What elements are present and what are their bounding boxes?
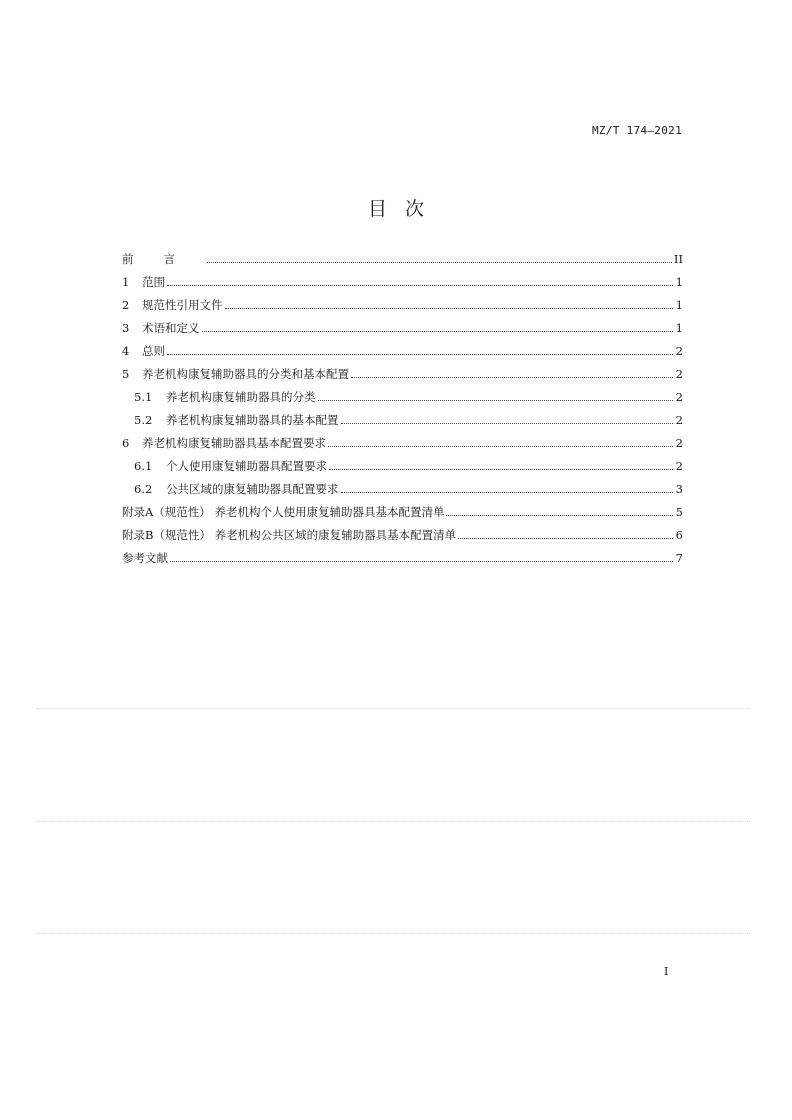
dot-leader (207, 262, 672, 263)
toc-entry-label: 养老机构康复辅助器具的分类 (166, 390, 316, 404)
page-title: 目次 (367, 198, 442, 220)
toc-entry[interactable] (122, 458, 683, 481)
dot-leader (170, 561, 673, 562)
toc-entry-number: 5.1 (134, 390, 153, 404)
dot-leader (341, 492, 674, 493)
toc-entry-label: 规范性引用文件 (142, 298, 223, 312)
dot-leader (351, 377, 673, 378)
toc-entry[interactable] (122, 389, 683, 412)
toc-entry-number: 6.1 (134, 459, 153, 473)
toc-entry[interactable] (122, 297, 683, 320)
toc-entry[interactable] (122, 412, 683, 435)
toc-entry-label: 养老机构康复辅助器具基本配置要求 (142, 436, 326, 450)
toc-entry[interactable] (122, 251, 683, 274)
toc-entry-number: 5.2 (134, 413, 153, 427)
toc-entry[interactable] (122, 527, 683, 550)
toc-entry-label: 养老机构康复辅助器具的分类和基本配置 (142, 367, 349, 381)
toc-entry-label: 公共区域的康复辅助器具配置要求 (166, 482, 339, 496)
toc-entry-page: 1 (675, 275, 683, 289)
toc-entry[interactable] (122, 366, 683, 389)
toc-entry-page: 2 (675, 459, 683, 473)
toc-entry-label: 前言 (122, 252, 205, 266)
toc-entry-number: 6 (122, 436, 130, 450)
dot-leader (329, 469, 673, 470)
dot-leader (225, 308, 674, 309)
toc-entry-page: 6 (675, 528, 683, 542)
toc-entry-number: 5 (122, 367, 130, 381)
toc-entry-label: 养老机构康复辅助器具的基本配置 (166, 413, 339, 427)
dot-leader (446, 515, 673, 516)
toc-entry-label: 总则 (142, 344, 165, 358)
toc-entry-page: 2 (675, 344, 683, 358)
dot-leader (167, 354, 673, 355)
toc-entry-page: 5 (675, 505, 683, 519)
toc-entry-label: 参考文献 (122, 551, 168, 565)
dot-leader (458, 538, 673, 539)
standard-code: MZ/T 174—2021 (592, 124, 682, 137)
toc-entry-page: 1 (675, 321, 683, 335)
divider (36, 933, 750, 934)
toc-entry[interactable] (122, 435, 683, 458)
toc-entry-page: 3 (675, 482, 683, 496)
toc-entry-page: 2 (675, 367, 683, 381)
toc-entry-label: 附录A（规范性） 养老机构个人使用康复辅助器具基本配置清单 (122, 505, 445, 519)
toc-entry[interactable] (122, 504, 683, 527)
toc-entry-page: 1 (675, 298, 683, 312)
dot-leader (341, 423, 674, 424)
toc-entry[interactable] (122, 343, 683, 366)
dot-leader (318, 400, 674, 401)
toc-entry-page: II (673, 252, 683, 266)
toc-entry[interactable] (122, 550, 683, 573)
toc-entry[interactable] (122, 320, 683, 343)
dot-leader (167, 285, 673, 286)
toc-entry-number: 2 (122, 298, 130, 312)
toc-entry-label: 个人使用康复辅助器具配置要求 (166, 459, 327, 473)
divider (36, 708, 750, 709)
dot-leader (202, 331, 674, 332)
toc-entry-label: 附录B（规范性） 养老机构公共区域的康复辅助器具基本配置清单 (122, 528, 457, 542)
toc-entry-page: 2 (675, 436, 683, 450)
toc-entry-number: 1 (122, 275, 130, 289)
toc-entry[interactable] (122, 481, 683, 504)
toc-entry-label: 术语和定义 (142, 321, 200, 335)
toc-entry-number: 4 (122, 344, 130, 358)
table-of-contents (122, 251, 683, 573)
toc-entry-label: 范围 (142, 275, 165, 289)
dot-leader (328, 446, 673, 447)
toc-entry-page: 2 (675, 390, 683, 404)
toc-entry-page: 2 (675, 413, 683, 427)
toc-entry-page: 7 (675, 551, 683, 565)
divider (36, 821, 750, 822)
toc-entry[interactable] (122, 274, 683, 297)
toc-entry-number: 3 (122, 321, 130, 335)
page-number: I (664, 965, 669, 978)
toc-entry-number: 6.2 (134, 482, 153, 496)
